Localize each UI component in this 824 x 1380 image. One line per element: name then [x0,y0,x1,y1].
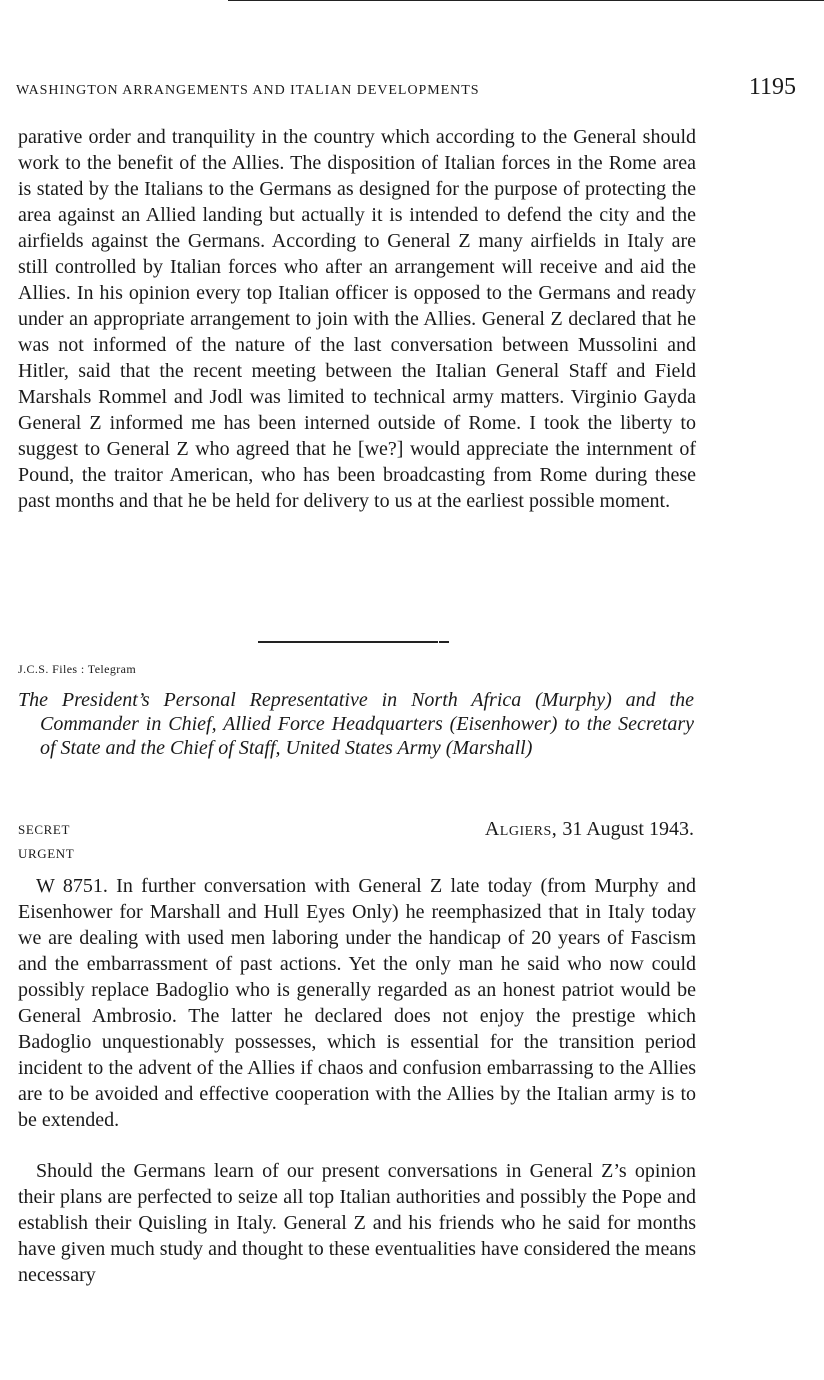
telegram-paragraph-1: W 8751. In further conversation with General Z late today (from Murphy and Eisenhower for Marshall and Hull Eyes Only) he reemphasized that in Italy today we are dealing with used men laboring under the handicap of 20 years of Fascism and the embarrassment of past actions. Yet the only man he said who now could possibly replace Badoglio who is generally regarded as an honest patriot would be General Ambrosio. The latter he declared does not enjoy the prestige which Badoglio unquestionably possesses, which is essential for the transition period incident to the advent of the Allies if chaos and confusion embarrassing to the Allies are to be avoided and effective cooperation with the Allies by the Italian army is to be extended. [18,875,696,1131]
classification-secret: SECRET [18,822,70,837]
document-heading [18,688,694,760]
document-source: J.C.S. Files : Telegram [18,662,137,676]
top-rule [228,0,824,1]
section-separator [258,641,438,643]
running-head-title: WASHINGTON ARRANGEMENTS AND ITALIAN DEVELOPMENTS [16,83,480,98]
section-separator-tail [439,641,449,643]
dateline [485,818,694,841]
running-head [16,74,796,101]
page-number: 1195 [748,74,796,100]
dateline-date: 31 August 1943. [562,818,694,840]
dateline-place: Algiers, [484,818,558,840]
document-heading-text: The President’s Personal Representative in North Africa (Murphy) and the Commander in Chief, Allied Force Headquarters (Eisenhower) to the Secretary of State and the Chief of Staff, United States Army (Marshall) [18,689,694,759]
classification-urgent: URGENT [18,846,75,861]
telegram-paragraph-2: Should the Germans learn of our present conversations in General Z’s opinion their plans are perfected to seize all top Italian authorities and possibly the Pope and establish their Quisling in Italy. General Z and his friends who he said for months have given much study and thought to these eventualities have considered the means necessary [18,1160,696,1286]
continued-paragraph: parative order and tranquility in the country which according to the General should work to the benefit of the Allies. The disposition of Italian forces in the Rome area is stated by the Italians to the Germans as designed for the purpose of protecting the area against an Allied landing but actually it is intended to defend the city and the airfields against the Germans. According to General Z many airfields in Italy are still controlled by Italian forces who after an arrangement will receive and aid the Allies. In his opinion every top Italian officer is opposed to the Germans and ready under an appropriate arrangement to join with the Allies. General Z declared that he was not informed of the nature of the last conversation between Mussolini and Hitler, said that the recent meeting between the Italian General Staff and Field Marshals Rommel and Jodl was limited to technical army matters. Virginio Gayda General Z informed me has been interned outside of Rome. I took the liberty to suggest to General Z who agreed that he [we?] would appreciate the internment of Pound, the traitor American, who has been broadcasting from Rome during these past months and that he be held for delivery to us at the earliest possible moment. [18,126,696,512]
